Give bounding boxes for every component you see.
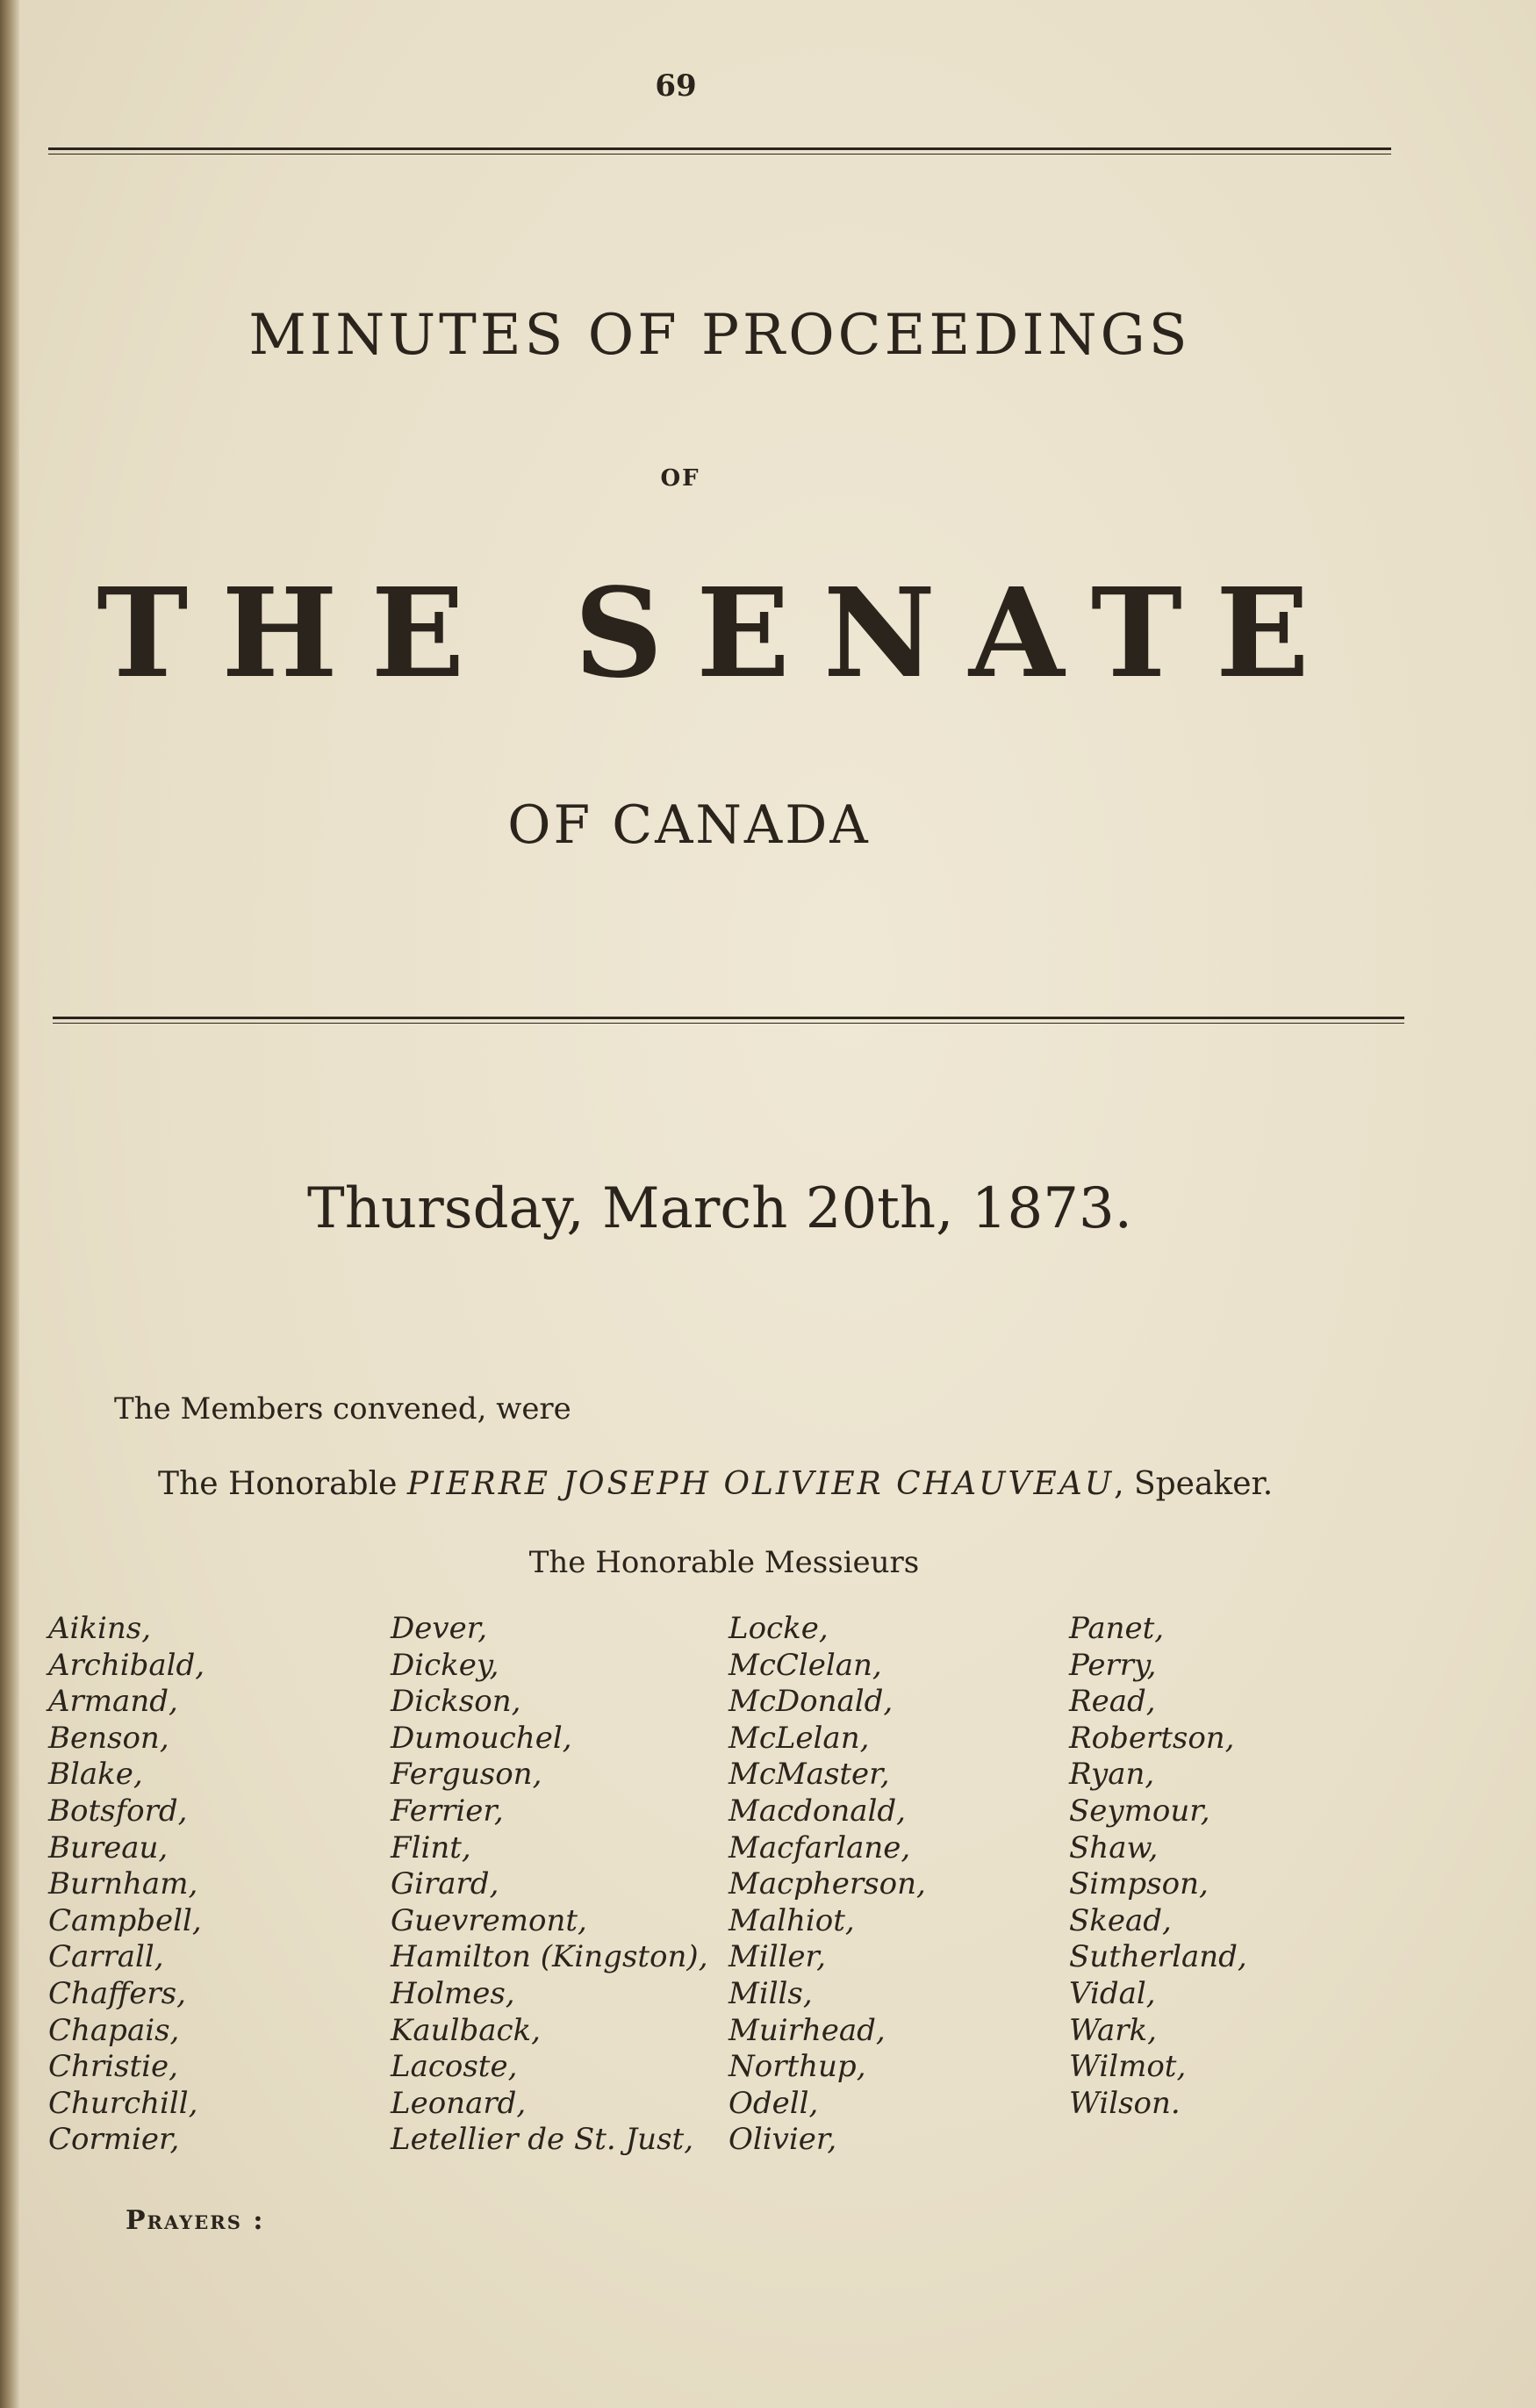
messieurs-heading: The Honorable Messieurs	[528, 1545, 920, 1580]
member-name: McLelan,	[729, 1720, 870, 1756]
member-name: Cormier,	[48, 2122, 180, 2158]
member-name: Dever,	[391, 1611, 488, 1646]
member-name: Archibald,	[48, 1647, 205, 1683]
member-name: Burnham,	[48, 1866, 198, 1902]
top-double-rule	[48, 147, 1391, 155]
member-name: Leonard,	[391, 2085, 527, 2121]
member-name: Wilmot,	[1069, 2049, 1187, 2085]
member-name: Dickey,	[391, 1647, 499, 1683]
session-date: Thursday, March 20th, 1873.	[307, 1176, 1132, 1241]
member-name: Sutherland,	[1069, 1939, 1247, 1975]
member-name: Benson,	[48, 1720, 169, 1756]
member-name: Armand,	[48, 1684, 178, 1720]
member-name: Locke,	[729, 1611, 829, 1646]
member-column-4	[1069, 1611, 1247, 2122]
member-name: Girard,	[391, 1866, 499, 1902]
member-name: Churchill,	[48, 2085, 198, 2121]
member-name: Robertson,	[1069, 1720, 1235, 1756]
member-column-3	[729, 1611, 926, 2159]
member-name: McDonald,	[729, 1684, 894, 1720]
member-name: Vidal,	[1069, 1975, 1156, 2011]
member-name: Ryan,	[1069, 1757, 1155, 1793]
member-name: Carrall,	[48, 1939, 164, 1975]
heading-of-canada: OF CANADA	[507, 794, 871, 856]
member-name: Campbell,	[48, 1902, 202, 1938]
member-name: Wilson.	[1069, 2085, 1181, 2121]
member-name: Letellier de St. Just,	[391, 2122, 693, 2158]
member-name: Northup,	[729, 2049, 866, 2085]
member-name: Lacoste,	[391, 2049, 518, 2085]
member-name: Panet,	[1069, 1611, 1165, 1646]
speaker-line	[158, 1466, 1273, 1502]
heading-the-senate: THE SENATE	[97, 562, 1343, 706]
member-name: McMaster,	[729, 1757, 890, 1793]
speaker-prefix: The Honorable	[158, 1466, 398, 1502]
member-name: Mills,	[729, 1975, 813, 2011]
member-name: Holmes,	[391, 1975, 515, 2011]
member-name: Read,	[1069, 1684, 1156, 1720]
member-name: Macfarlane,	[729, 1829, 911, 1865]
member-name: Macpherson,	[729, 1866, 926, 1902]
member-name: Skead,	[1069, 1902, 1172, 1938]
member-name: Botsford,	[48, 1793, 188, 1829]
heading-of: OF	[660, 465, 700, 492]
member-name: Seymour,	[1069, 1793, 1210, 1829]
prayers-heading: Prayers :	[126, 2205, 265, 2236]
member-column-1	[48, 1611, 205, 2159]
member-name: Chaffers,	[48, 1975, 186, 2011]
member-name: Ferguson,	[391, 1757, 542, 1793]
member-name: Flint,	[391, 1829, 471, 1865]
member-name: Shaw,	[1069, 1829, 1159, 1865]
member-name: Macdonald,	[729, 1793, 906, 1829]
members-convened-text: The Members convened, were	[114, 1391, 571, 1427]
heading-minutes-of-proceedings: MINUTES OF PROCEEDINGS	[248, 303, 1191, 368]
member-name: Muirhead,	[729, 2012, 886, 2048]
member-name: Wark,	[1069, 2012, 1157, 2048]
member-name: Dumouchel,	[391, 1720, 572, 1756]
member-name: Simpson,	[1069, 1866, 1209, 1902]
member-name: Hamilton (Kingston),	[391, 1939, 708, 1975]
member-name: Aikins,	[48, 1611, 152, 1646]
member-name: Christie,	[48, 2049, 178, 2085]
member-name: Olivier,	[729, 2122, 837, 2158]
member-name: McClelan,	[729, 1647, 882, 1683]
member-name: Dickson,	[391, 1684, 521, 1720]
member-name: Miller,	[729, 1939, 826, 1975]
member-name: Guevremont,	[391, 1902, 587, 1938]
member-name: Perry,	[1069, 1647, 1157, 1683]
member-name: Chapais,	[48, 2012, 180, 2048]
page-number: 69	[655, 68, 697, 104]
member-name: Ferrier,	[391, 1793, 504, 1829]
member-name: Bureau,	[48, 1829, 169, 1865]
member-name: Malhiot,	[729, 1902, 855, 1938]
speaker-name: PIERRE JOSEPH OLIVIER CHAUVEAU	[406, 1466, 1115, 1502]
speaker-suffix: , Speaker.	[1114, 1466, 1274, 1502]
member-column-2	[391, 1611, 708, 2159]
member-name: Kaulback,	[391, 2012, 541, 2048]
member-name: Blake,	[48, 1757, 143, 1793]
member-name: Odell,	[729, 2085, 819, 2121]
section-double-rule	[53, 1017, 1404, 1024]
